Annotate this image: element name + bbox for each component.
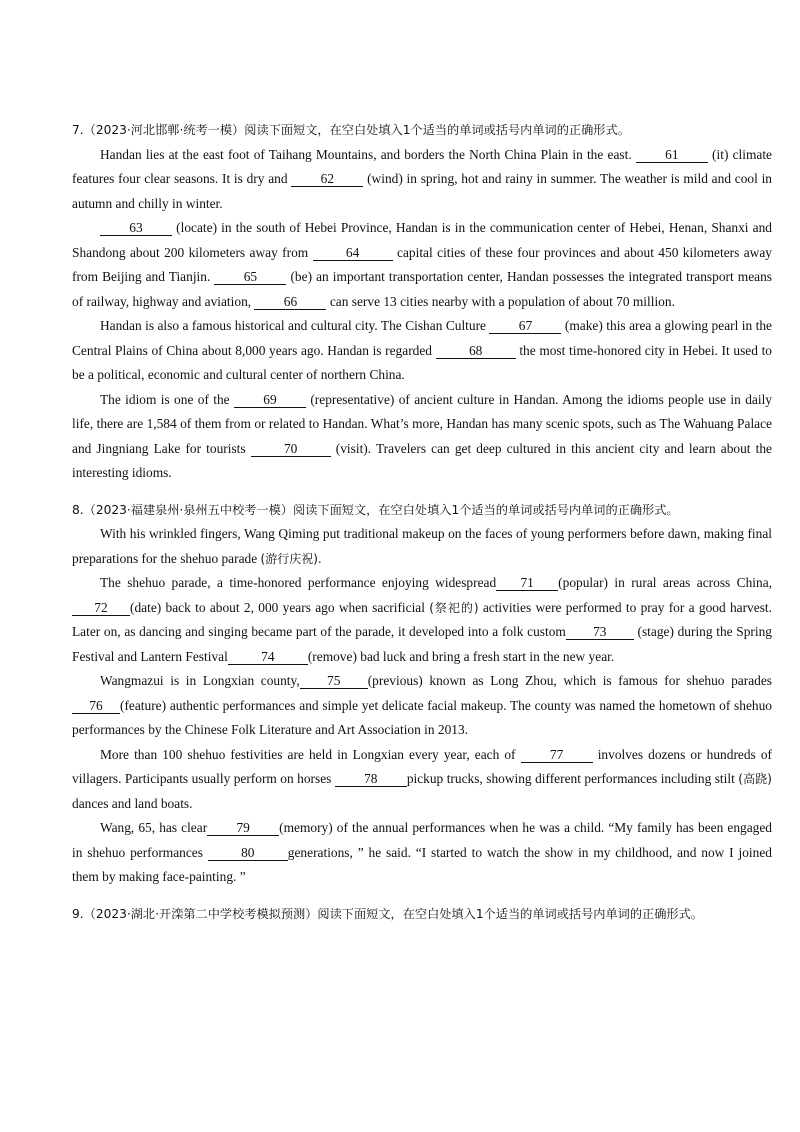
text: The idiom is one of the bbox=[100, 391, 230, 407]
text: (make) this area a glowing pearl in the Central Plains of China about 8,000 years ago. Handan is regarded bbox=[72, 318, 772, 358]
question-8-header: 8.（2023·福建泉州·泉州五中校考一模）阅读下面短文，在空白处填入1个适当的单词或括号内单词的正确形式。 bbox=[72, 502, 679, 517]
blank-78[interactable]: 78 bbox=[335, 771, 407, 787]
text: involves dozens or hundreds of villagers. Participants usually perform on horses bbox=[72, 746, 772, 786]
q8-paragraph-2 bbox=[72, 571, 772, 669]
q7-paragraph-1 bbox=[72, 143, 772, 217]
text: (locate) in the south of Hebei Province, Handan is in the communication center of Hebei, Henan, Shanxi and Shandong about 200 kilometers away from bbox=[72, 220, 772, 260]
q7-paragraph-2 bbox=[72, 216, 772, 314]
blank-80[interactable]: 80 bbox=[208, 845, 288, 861]
text: can serve 13 cities nearby with a population of about 70 million. bbox=[329, 293, 675, 309]
text: (memory) of the annual performances when he was a child. “My family has been engaged in shehuo performances bbox=[72, 820, 772, 860]
blank-69[interactable]: 69 bbox=[234, 392, 306, 408]
blank-73[interactable]: 73 bbox=[566, 624, 634, 640]
blank-61[interactable]: 61 bbox=[636, 147, 708, 163]
q8-paragraph-5 bbox=[72, 816, 772, 890]
blank-71[interactable]: 71 bbox=[496, 575, 558, 591]
blank-79[interactable]: 79 bbox=[207, 820, 279, 836]
text: (feature) authentic performances and simple yet delicate facial makeup. The county was named the hometown of shehuo performances by the Chinese Folk Literature and Art Association in 2013. bbox=[72, 697, 772, 737]
text: Wangmazui is in Longxian county, bbox=[100, 673, 300, 688]
blank-66[interactable]: 66 bbox=[254, 294, 326, 310]
blank-64[interactable]: 64 bbox=[313, 245, 393, 261]
gloss: (高跷) bbox=[738, 772, 772, 786]
q8-paragraph-3 bbox=[72, 669, 772, 743]
blank-62[interactable]: 62 bbox=[291, 171, 363, 187]
gloss: (祭祀的) bbox=[429, 600, 479, 615]
text: (it) climate features four clear seasons. It is dry and bbox=[72, 146, 772, 186]
blank-74[interactable]: 74 bbox=[228, 649, 308, 665]
text: generations, ” he said. “I started to watch the show in my childhood, and now I joined them by making face-painting. ” bbox=[72, 844, 772, 884]
text: (wind) in spring, hot and rainy in summer. The weather is mild and cool in autumn and chilly in winter. bbox=[72, 171, 772, 211]
blank-68[interactable]: 68 bbox=[436, 343, 516, 359]
text: (visit). Travelers can get deep cultured in this ancient city and learn about the interesting idioms. bbox=[72, 440, 772, 480]
blank-65[interactable]: 65 bbox=[214, 269, 286, 285]
text: (date) back to about 2, 000 years ago when sacrificial bbox=[130, 599, 425, 615]
question-7-header: 7.（2023·河北邯郸·统考一模）阅读下面短文，在空白处填入1个适当的单词或括号内单词的正确形式。 bbox=[72, 123, 630, 137]
text: Handan lies at the east foot of Taihang Mountains, and borders the North China Plain in the east. bbox=[100, 146, 632, 162]
question-9-header: 9.（2023·湖北·开滦第二中学校考模拟预测）阅读下面短文，在空白处填入1个适当的单词或括号内单词的正确形式。 bbox=[72, 906, 703, 921]
blank-67[interactable]: 67 bbox=[489, 318, 561, 334]
q7-paragraph-4 bbox=[72, 388, 772, 486]
text: The shehuo parade, a time-honored performance enjoying widespread bbox=[100, 575, 497, 590]
blank-75[interactable]: 75 bbox=[300, 673, 368, 689]
text: Wang, 65, has clear bbox=[100, 820, 208, 835]
blank-72[interactable]: 72 bbox=[72, 600, 130, 616]
blank-77[interactable]: 77 bbox=[521, 747, 593, 763]
text: (be) an important transportation center, Handan possesses the integrated transport means of railway, highway and aviation, bbox=[72, 269, 772, 309]
text: (representative) of ancient culture in Handan. Among the idioms people use in daily life, there are 1,584 of them from or related to Handan. What’s more, Handan has many scenic spots, such as The Wahuang Palace and Jingniang Lake for tourists bbox=[72, 391, 772, 456]
gloss: (游行庆祝). bbox=[260, 551, 322, 566]
text: activities were performed to pray for a good harvest. Later on, as dancing and singing became part of the parade, it developed into a folk custom bbox=[72, 599, 772, 639]
text: capital cities of these four provinces and about 450 kilometers away from Beijing and Tianjin. bbox=[72, 244, 772, 284]
q7-paragraph-3 bbox=[72, 314, 772, 388]
q8-paragraph-4 bbox=[72, 743, 772, 817]
text: (remove) bad luck and bring a fresh start in the new year. bbox=[307, 648, 615, 664]
blank-76[interactable]: 76 bbox=[72, 698, 120, 714]
text: pickup trucks, showing different performances including stilt bbox=[406, 771, 735, 786]
text: More than 100 shehuo festivities are held in Longxian every year, each of bbox=[100, 746, 516, 762]
q8-paragraph-1 bbox=[72, 522, 772, 571]
text: With his wrinkled fingers, Wang Qiming put traditional makeup on the faces of young performers before dawn, making final preparations for the shehuo parade bbox=[72, 526, 772, 566]
document-page bbox=[72, 118, 772, 926]
text: (stage) during the Spring Festival and Lantern Festival bbox=[72, 624, 772, 664]
text: (popular) in rural areas across China, bbox=[558, 575, 772, 590]
text: (previous) known as Long Zhou, which is famous for shehuo parades bbox=[367, 673, 772, 688]
text: dances and land boats. bbox=[72, 795, 193, 811]
blank-70[interactable]: 70 bbox=[251, 441, 331, 457]
blank-63[interactable]: 63 bbox=[100, 220, 172, 236]
text: Handan is also a famous historical and cultural city. The Cishan Culture bbox=[100, 318, 487, 333]
text: the most time-honored city in Hebei. It used to be a political, economic and cultural center of northern China. bbox=[72, 342, 772, 382]
